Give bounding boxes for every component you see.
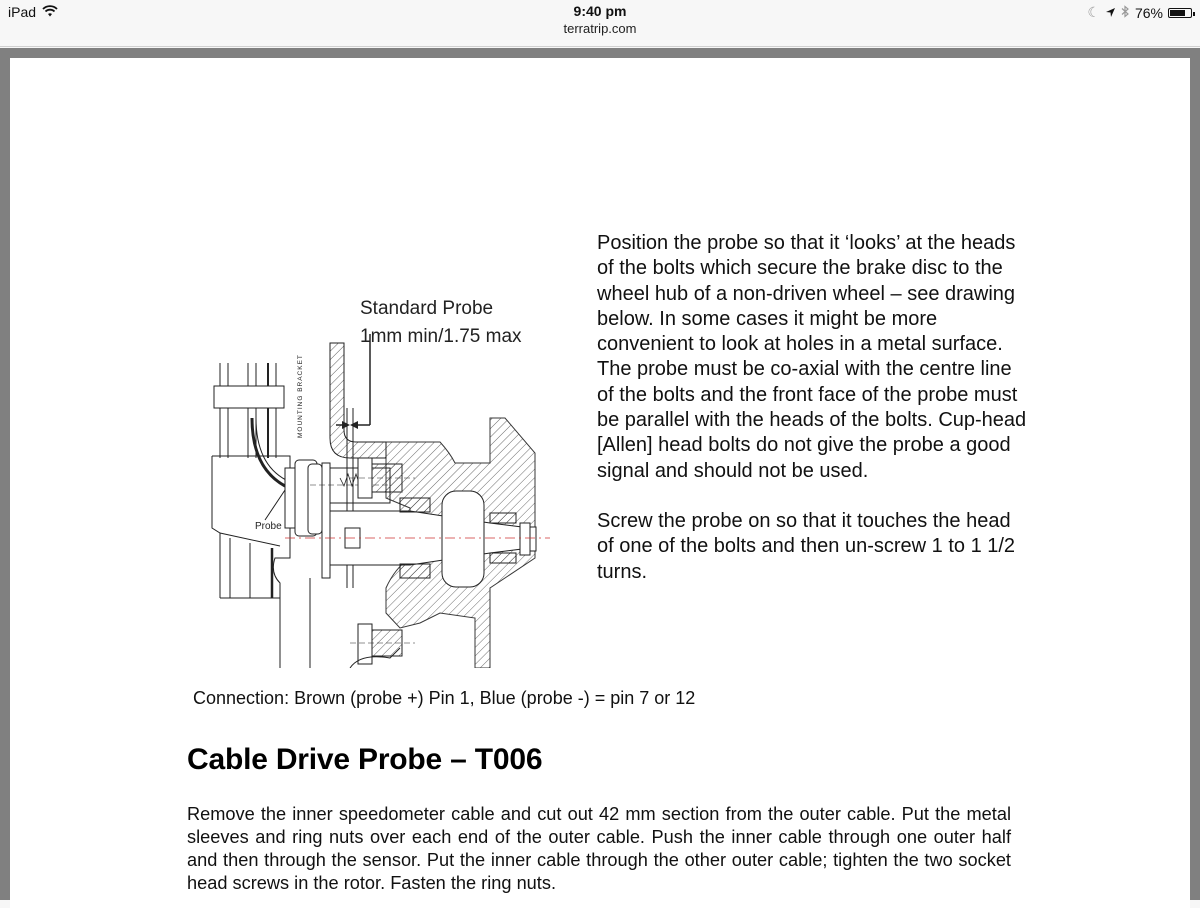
document-frame <box>0 48 1200 900</box>
status-right <box>1087 4 1192 21</box>
paragraph-positioning: Position the probe so that it ‘looks’ at the heads of the bolts which secure the brake disc to the wheel hub of a non-driven wheel – see drawing below. In some cases it might be more convenient to look at holes in a metal surface. The probe must be co-axial with the centre line of the bolts and the front face of the probe must be parallel with the heads of the bolts. Cup-head [Allen] head bolts do not give the probe a good signal and should not be used. <box>597 232 1027 482</box>
paragraph-screw: Screw the probe on so that it touches the head of one of the bolts and then un-screw 1 to 1 1/2 turns. <box>597 509 1016 583</box>
knuckle-body <box>212 418 290 668</box>
positioning-instructions <box>597 231 1027 585</box>
spec-arrowhead-right <box>350 421 358 429</box>
connection-note: Connection: Brown (probe +) Pin 1, Blue (probe -) = pin 7 or 12 <box>193 688 696 708</box>
battery-icon <box>1168 8 1192 18</box>
page-edge-shadow <box>1190 48 1200 900</box>
probe-installation-diagram <box>190 228 590 668</box>
probe-label: Probe <box>255 521 282 532</box>
moon-icon: ☾ <box>1087 4 1100 20</box>
battery-fill <box>1170 10 1185 16</box>
status-bar <box>0 0 1200 47</box>
clock: 9:40 pm <box>573 3 627 19</box>
location-arrow-icon <box>1105 5 1116 21</box>
battery-tip <box>1193 12 1195 16</box>
bluetooth-icon <box>1121 5 1130 21</box>
address-url[interactable]: terratrip.com <box>563 21 637 36</box>
mounting-bracket-label: MOUNTING BRACKET <box>297 354 304 438</box>
cable-drive-instructions: Remove the inner speedometer cable and cut out 42 mm section from the outer cable. Put the metal sleeves and ring nuts over each end of the outer cable. Push the inner cable through one outer half and then through the sensor. Put the inner cable through the other outer cable; tighten the two socket head screws in the rotor. Fasten the ring nuts. <box>187 804 1011 893</box>
strut-tubes <box>214 363 284 458</box>
document-page[interactable] <box>10 58 1190 908</box>
paragraph-gap <box>597 484 1027 509</box>
battery-percent: 76% <box>1134 4 1163 21</box>
lower-bolt <box>350 624 415 668</box>
diagram-title: Standard Probe <box>360 298 494 319</box>
brake-disc-section <box>330 343 386 458</box>
device-name: iPad <box>8 4 37 20</box>
diagram-spec: 1mm min/1.75 max <box>360 326 522 347</box>
diagram-drawing <box>190 228 590 668</box>
section-heading: Cable Drive Probe – T006 <box>187 743 543 776</box>
status-center <box>0 3 1200 37</box>
